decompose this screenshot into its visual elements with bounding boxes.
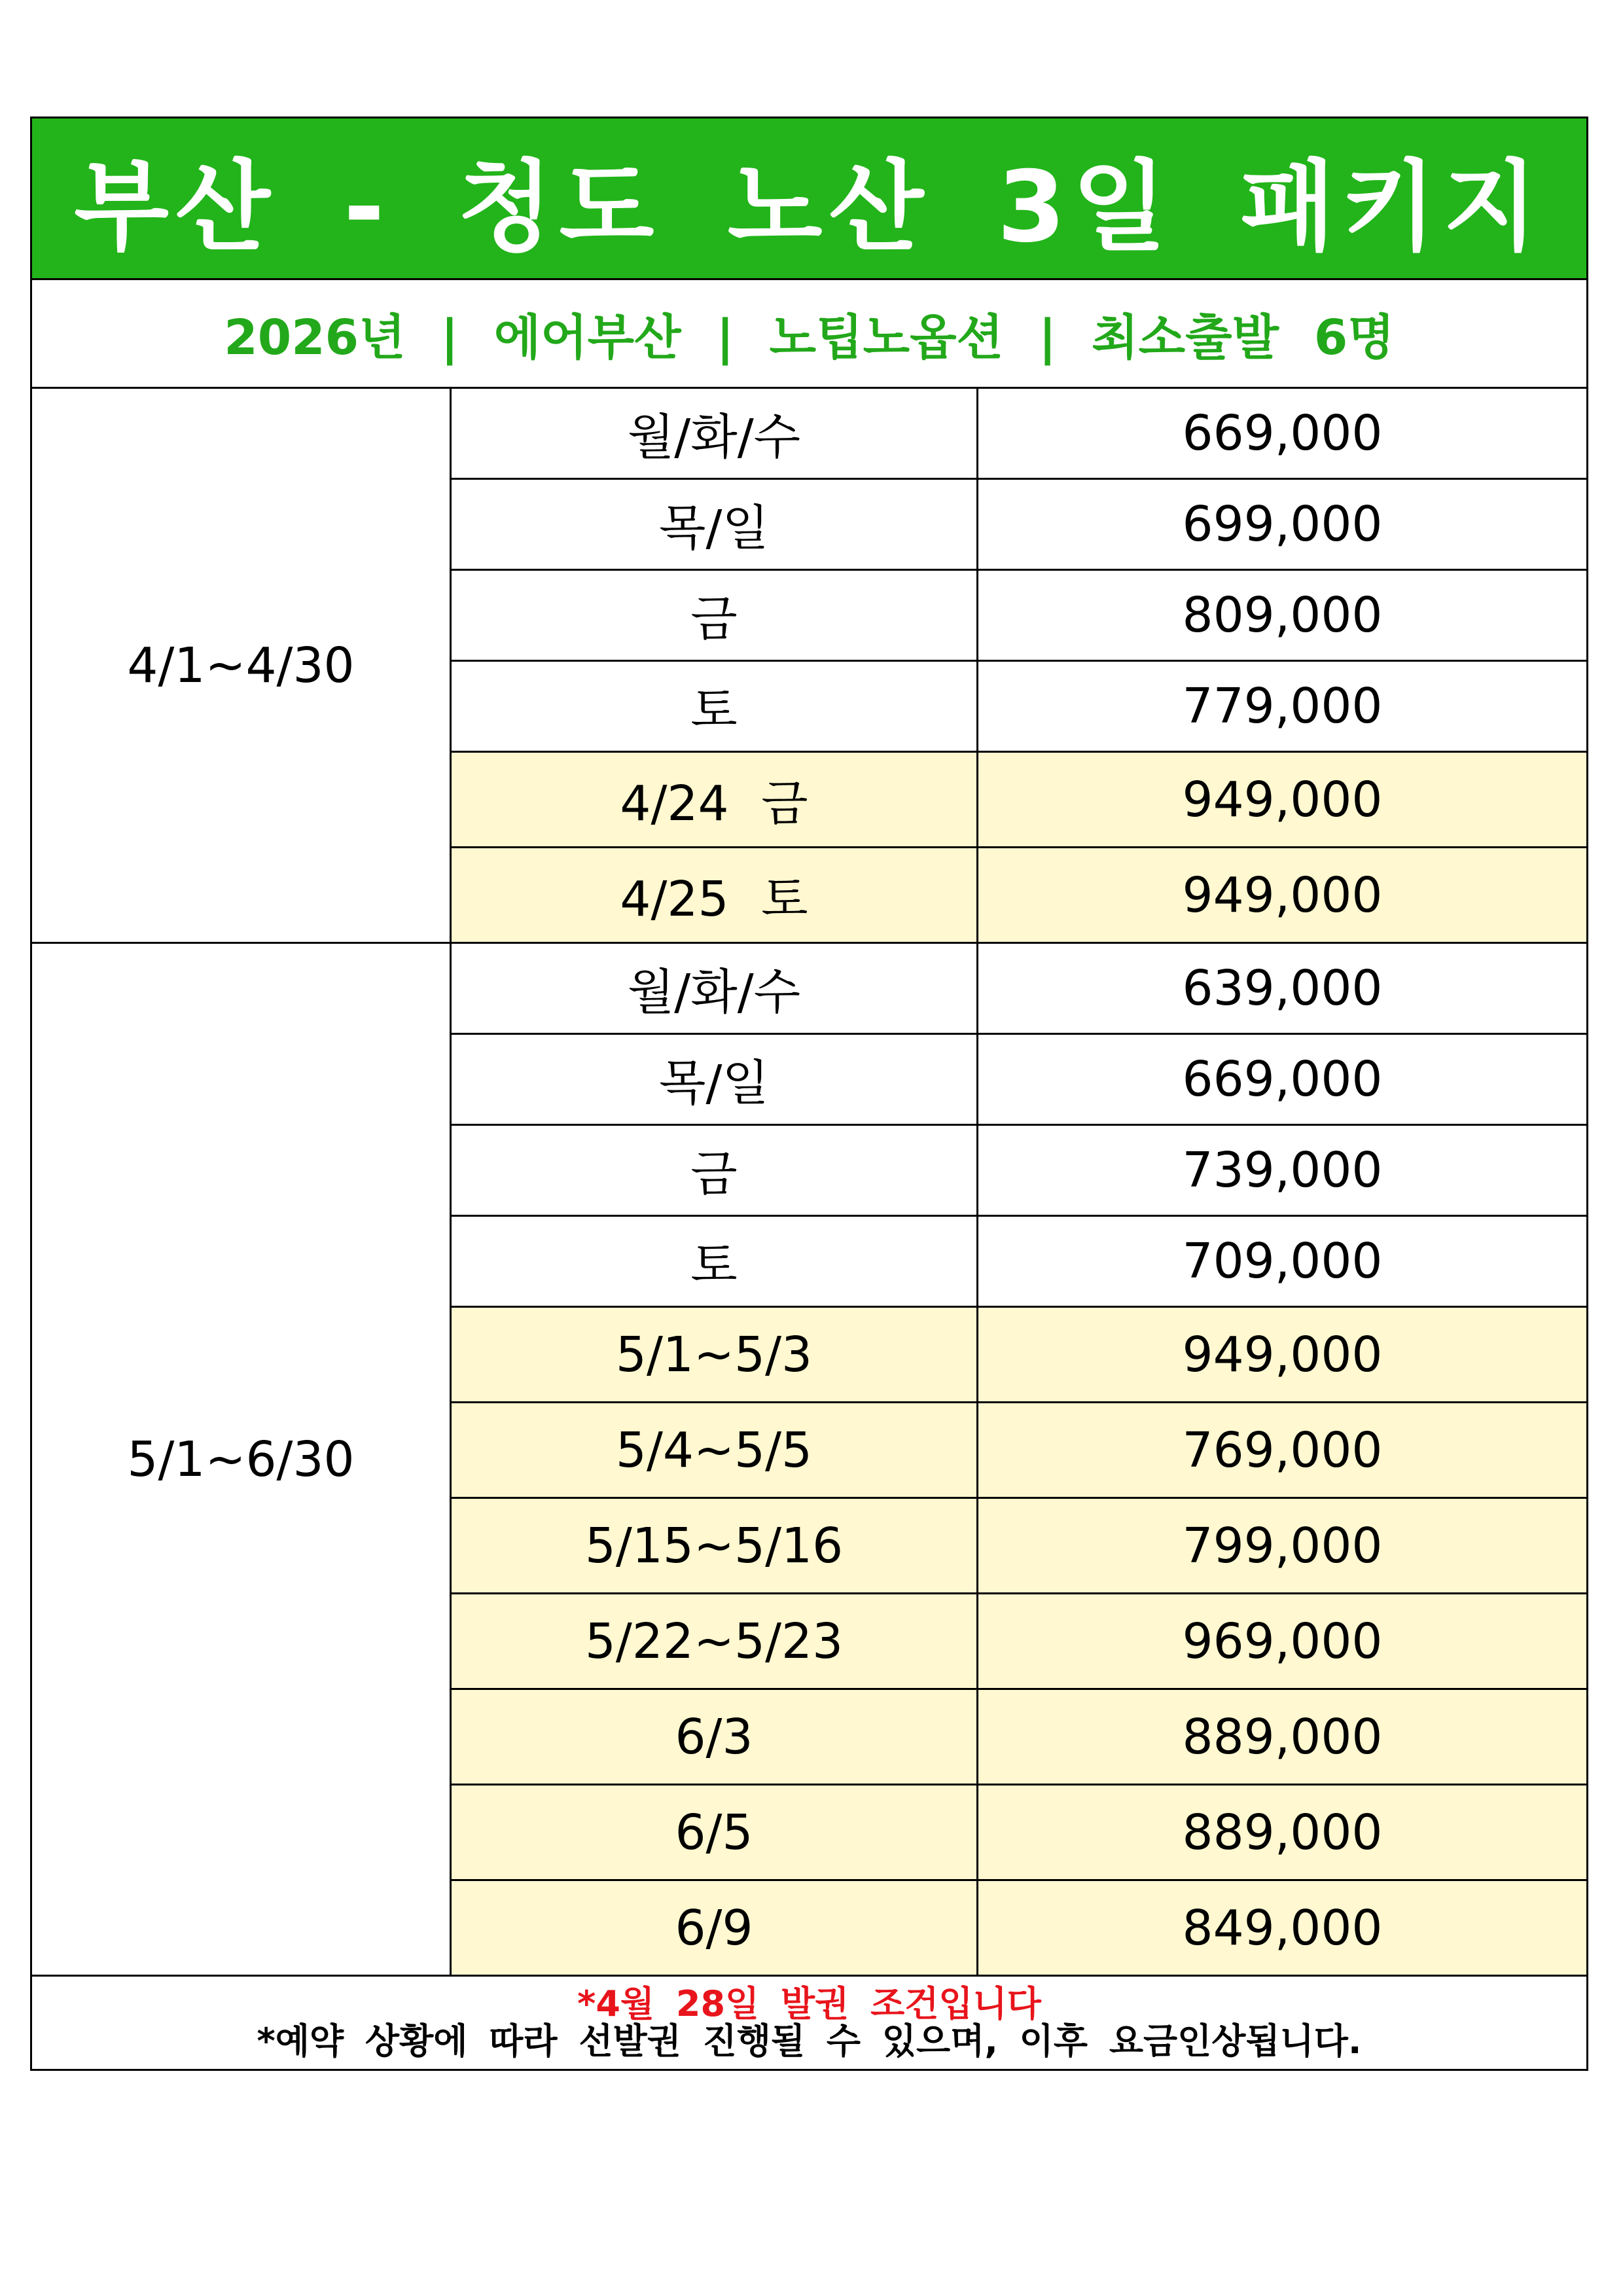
day-label: 월/화/수: [451, 943, 978, 1034]
subtitle: [31, 279, 1588, 388]
price-value: 709,000: [978, 1216, 1588, 1307]
day-label: 금: [451, 570, 978, 661]
day-label: 토: [451, 1216, 978, 1307]
day-label: 4/24 금: [451, 752, 978, 848]
price-value: 889,000: [978, 1689, 1588, 1785]
table-row: [31, 943, 1588, 1034]
table-row: [31, 388, 1588, 479]
day-label: 목/일: [451, 1034, 978, 1125]
price-value: 949,000: [978, 752, 1588, 848]
price-value: 849,000: [978, 1880, 1588, 1976]
price-value: 799,000: [978, 1498, 1588, 1594]
price-value: 949,000: [978, 848, 1588, 943]
subtitle-min-departure: 최소출발 6명: [1092, 309, 1395, 366]
price-value: 889,000: [978, 1785, 1588, 1880]
day-label: 목/일: [451, 479, 978, 570]
title-row: [31, 118, 1588, 279]
price-table: [30, 117, 1588, 2071]
day-label: 월/화/수: [451, 388, 978, 479]
price-table-body: [31, 118, 1588, 2070]
day-label: 6/9: [451, 1880, 978, 1976]
day-label: 5/22~5/23: [451, 1594, 978, 1689]
day-label: 4/25 토: [451, 848, 978, 943]
day-label: 5/15~5/16: [451, 1498, 978, 1594]
subtitle-notip: 노팁노옵션: [769, 309, 1004, 366]
day-label: 토: [451, 661, 978, 752]
day-label: 금: [451, 1125, 978, 1216]
page-title: 부산 - 청도 노산 3일 패키지: [31, 118, 1588, 279]
note-ticketing-condition: *4월 28일 발권 조건입니다: [577, 1982, 1041, 2024]
day-label: 6/5: [451, 1785, 978, 1880]
subtitle-separator: |: [716, 309, 734, 366]
subtitle-separator: |: [1039, 309, 1057, 366]
price-value: 699,000: [978, 479, 1588, 570]
subtitle-separator: |: [440, 309, 459, 366]
price-value: 769,000: [978, 1403, 1588, 1498]
notes: [31, 1976, 1588, 2070]
subtitle-year: 2026년: [224, 309, 406, 366]
day-label: 6/3: [451, 1689, 978, 1785]
note-price-increase: *예약 상황에 따라 선발권 진행될 수 있으며, 이후 요금인상됩니다.: [257, 2020, 1362, 2062]
price-value: 779,000: [978, 661, 1588, 752]
notes-row: [31, 1976, 1588, 2070]
price-value: 639,000: [978, 943, 1588, 1034]
price-value: 949,000: [978, 1307, 1588, 1403]
price-value: 669,000: [978, 388, 1588, 479]
subtitle-row: [31, 279, 1588, 388]
day-label: 5/4~5/5: [451, 1403, 978, 1498]
price-value: 739,000: [978, 1125, 1588, 1216]
price-value: 809,000: [978, 570, 1588, 661]
day-label: 5/1~5/3: [451, 1307, 978, 1403]
period-label: 5/1~6/30: [31, 943, 451, 1976]
price-value: 969,000: [978, 1594, 1588, 1689]
period-label: 4/1~4/30: [31, 388, 451, 943]
price-value: 669,000: [978, 1034, 1588, 1125]
subtitle-airline: 에어부산: [493, 309, 681, 366]
